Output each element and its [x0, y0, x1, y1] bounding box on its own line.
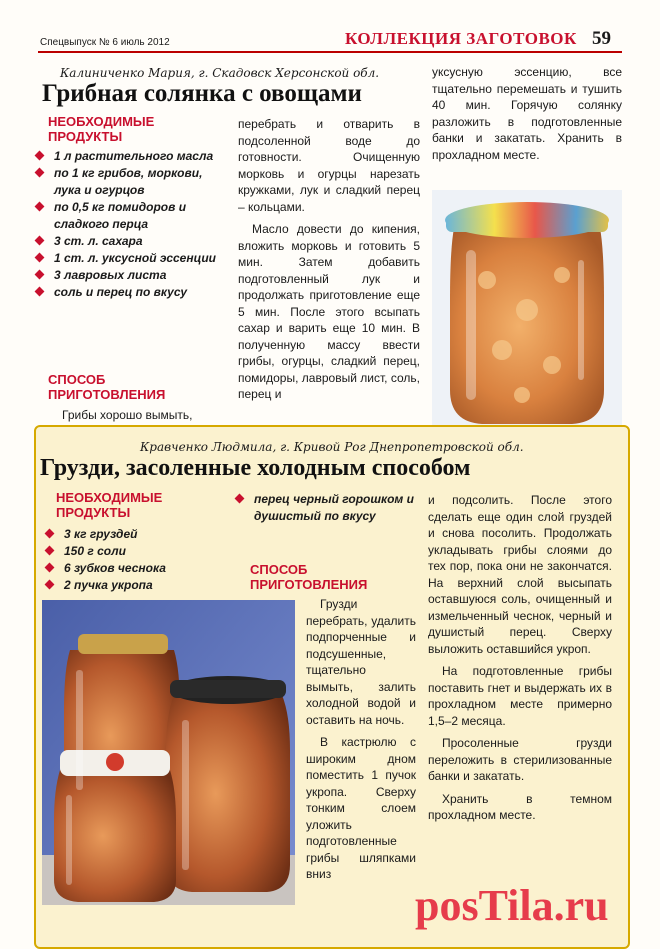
diamond-bullet-icon [35, 168, 45, 178]
diamond-bullet-icon [45, 563, 55, 573]
list-item: 3 кг груздей [46, 526, 236, 543]
gruzdi-jars-photo [42, 600, 295, 905]
diamond-bullet-icon [235, 494, 245, 504]
list-item: 1 л растительного масла [36, 148, 231, 165]
list-item: 6 зубков чеснока [46, 560, 236, 577]
diamond-bullet-icon [35, 202, 45, 212]
diamond-bullet-icon [35, 151, 45, 161]
recipe2-ingredients-list-2 [236, 491, 421, 525]
recipe1-text-col3: уксусную эссенцию, все тщательно перемешать и тушить 40 мин. Горячую солянку разложить в подготовленные банки и закатать. Хранить в прохладном месте. [432, 65, 622, 162]
diamond-bullet-icon [35, 287, 45, 297]
recipe1-author: Калиниченко Мария, г. Скадовск Херсонской обл. [60, 66, 380, 80]
diamond-bullet-icon [45, 546, 55, 556]
list-item: по 0,5 кг помидоров и сладкого перца [36, 199, 231, 233]
list-item: 3 лавровых листа [36, 267, 231, 284]
list-item: по 1 кг грибов, моркови, лука и огурцов [36, 165, 231, 199]
list-item: соль и перец по вкусу [36, 284, 231, 301]
list-item: перец черный горошком и душистый по вкусу [236, 491, 421, 525]
diamond-bullet-icon [45, 529, 55, 539]
solyanka-jar-photo [432, 190, 622, 430]
recipe1-text-col2: перебрать и отварить в подсоленной воде до готовности. Очищенную морковь и огурцы нарезать кружками, лук и сладкий перец – кольцами. Масло довести до кипения, вложить морковь и готовить 5 мин. Затем добавить подготовленный лук и продолжать приготовление еще 5 мин. После этого всыпать сахар и варить еще 10 мин. В полученную массу ввести грибы, огурцы, сладкий перец, помидоры, лавровый лист, соль, перец и [238, 117, 420, 401]
recipe2-text-col-right: и подсолить. После этого сделать еще один слой груздей и снова посолить. Продолжать укладывать грибы слоями до тех пор, пока они не закончатся. На верхний слой высыпать оставшуюся соль, очищенный и измельченный чеснок, черный и душистый перец. Сверху выложить оставшийся укроп. На подготовленные грибы поставить гнет и выдержать их в прохладном месте примерно 1,5–2 месяца. Просоленные грузди переложить в стерилизованные банки и закатать. Хранить в темном прохладном месте. [428, 493, 612, 822]
recipe1-ingredients-heading: НЕОБХОДИМЫЕ ПРОДУКТЫ [48, 114, 155, 144]
recipe2-title: Грузди, засоленные холодным способом [40, 455, 471, 481]
list-item: 3 ст. л. сахара [36, 233, 231, 250]
diamond-bullet-icon [35, 270, 45, 280]
watermark: posTila.ru [415, 881, 609, 930]
recipe1-text-col1: Грибы хорошо вымыть, [62, 408, 193, 422]
recipe2-ingredients-list [46, 526, 236, 594]
recipe2-method-heading: СПОСОБ ПРИГОТОВЛЕНИЯ [250, 562, 368, 592]
issue-label: Спецвыпуск № 6 июль 2012 [40, 37, 170, 48]
recipe1-title: Грибная солянка с овощами [42, 80, 362, 107]
header-divider [38, 51, 622, 53]
diamond-bullet-icon [35, 236, 45, 246]
page-number: 59 [592, 28, 611, 49]
recipe2-ingredients-heading: НЕОБХОДИМЫЕ ПРОДУКТЫ [56, 490, 163, 520]
list-item: 1 ст. л. уксусной эссенции [36, 250, 231, 267]
recipe2-text-col-mid: Грузди перебрать, удалить подпорченные и подсушенные, тщательно вымыть, залить холодной водой и оставить на ночь. В кастрюлю с широким дном поместить 1 пучок укропа. Сверху тонким слоем уложить подготовленные грибы шляпками вниз [306, 597, 416, 881]
recipe2-author: Кравченко Людмила, г. Кривой Рог Днепропетровской обл. [140, 440, 524, 454]
section-title: КОЛЛЕКЦИЯ ЗАГОТОВОК [345, 29, 577, 48]
list-item: 150 г соли [46, 543, 236, 560]
diamond-bullet-icon [45, 580, 55, 590]
diamond-bullet-icon [35, 253, 45, 263]
recipe1-method-heading: СПОСОБ ПРИГОТОВЛЕНИЯ [48, 372, 166, 402]
list-item: 2 пучка укропа [46, 577, 236, 594]
recipe1-ingredients-list [36, 148, 231, 301]
